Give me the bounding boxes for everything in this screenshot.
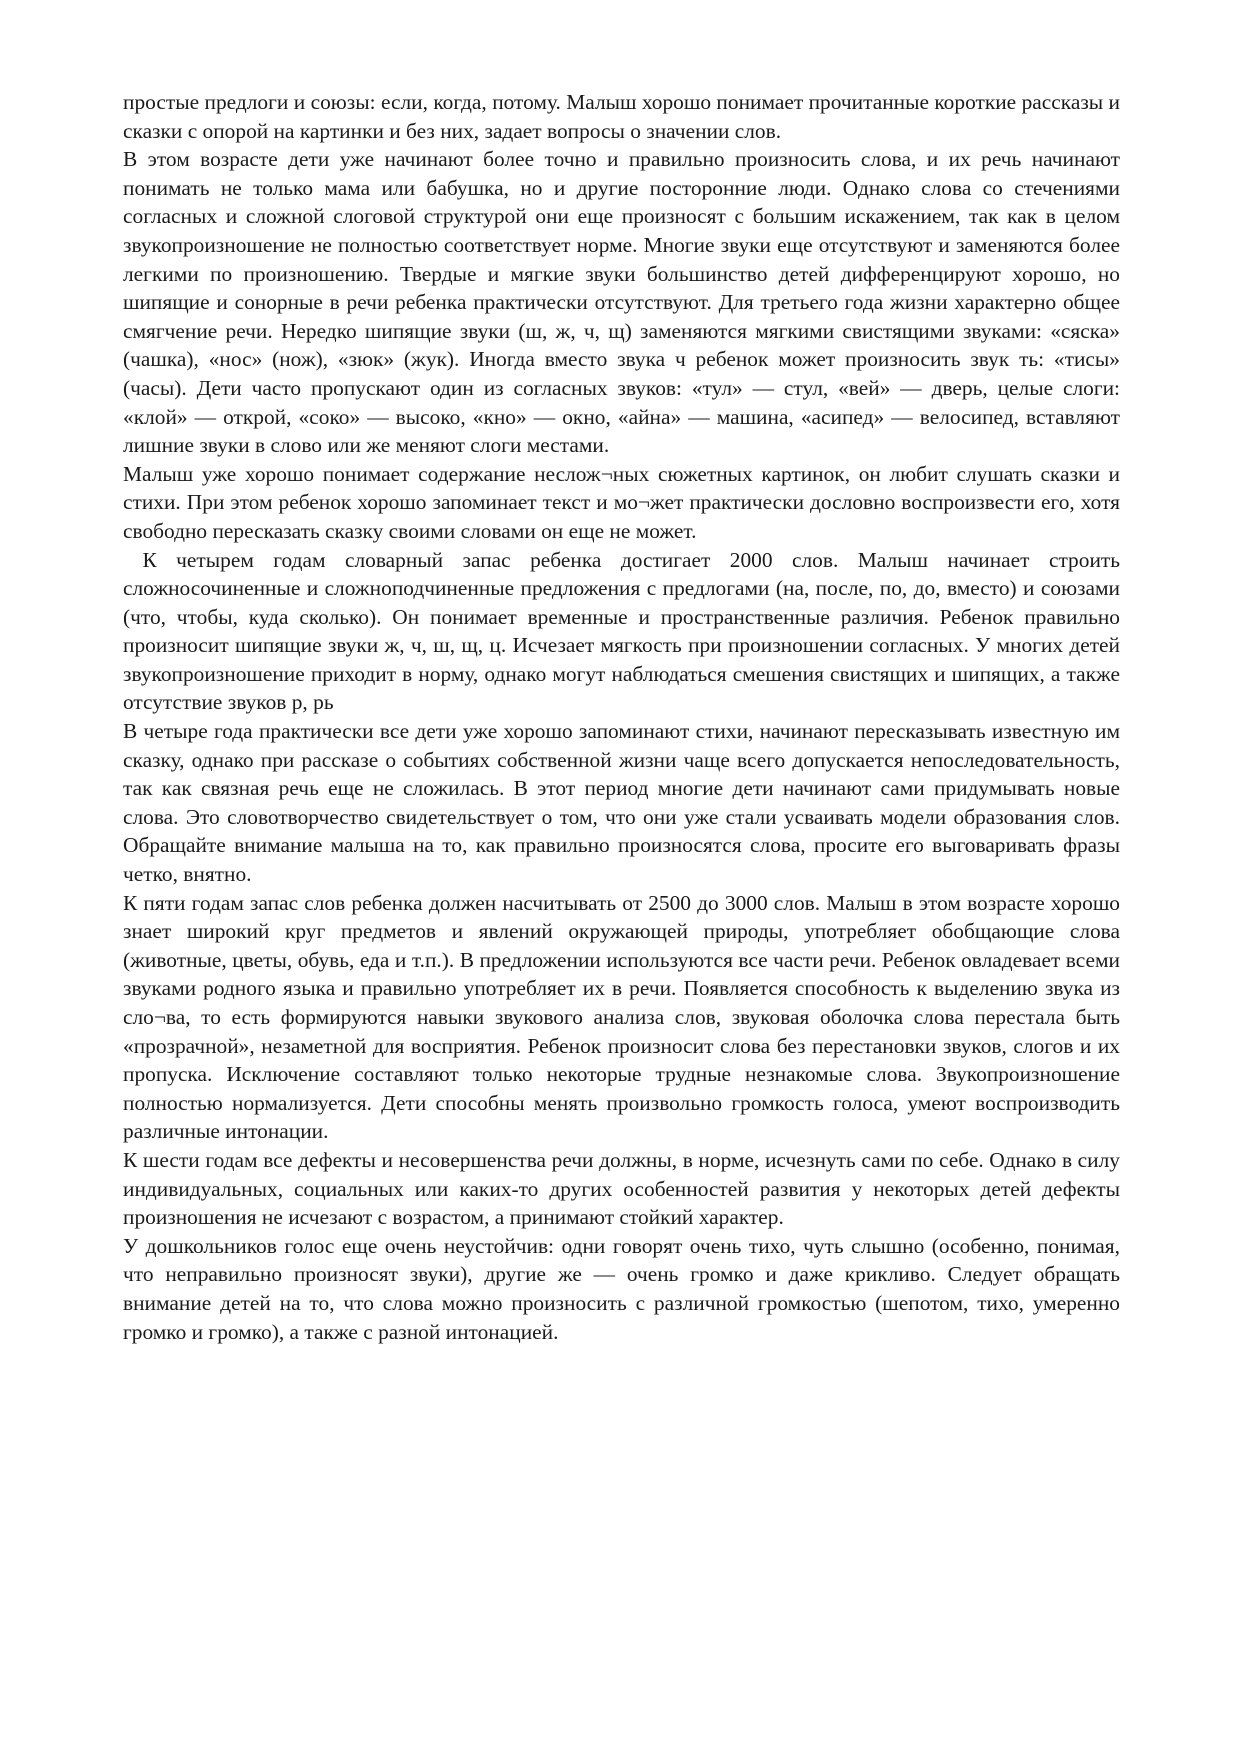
paragraph-1: простые предлоги и союзы: если, когда, потому. Малыш хорошо понимает прочитанные короткие рассказы и сказки с опорой на картинки и без них, задает вопросы о значении слов. [123,90,1120,143]
paragraph-6: К пяти годам запас слов ребенка должен насчитывать от 2500 до 3000 слов. Малыш в этом возрасте хорошо знает широкий круг предметов и явлений окружающей природы, употребляет обобщающие слова (животные, цветы, обувь, еда и т.п.). В предложении используются все части речи. Ребенок овладевает всеми звуками родного языка и правильно употребляет их в речи. Появляется способность к выделению звука из сло¬ва, то есть формируются навыки звукового анализа слов, звуковая оболочка слова перестала быть «прозрачной», незаметной для восприятия. Ребенок произносит слова без перестановки звуков, слогов и их пропуска. Исключение составляют только некоторые трудные незнакомые слова. Звукопроизношение полностью нормализуется. Дети способны менять произвольно громкость голоса, умеют воспроизводить различные интонации. [123,890,1120,1144]
paragraph-8: У дошкольников голос еще очень неустойчив: одни говорят очень тихо, чуть слышно (особенно, понимая, что неправильно произносят звуки), другие же — очень громко и даже крикливо. Следует обращать внимание детей на то, что слова можно произносить с различной громкостью (шепотом, тихо, умеренно громко и громко), а также с разной интонацией. [123,1233,1120,1344]
document-page [123,88,1126,1346]
paragraph-4: К четырем годам словарный запас ребенка достигает 2000 слов. Малыш начинает строить сложносочиненные и сложноподчиненные предложения с предлогами (на, после, по, до, вместо) и союзами (что, чтобы, куда сколько). Он понимает временные и пространственные различия. Ребенок правильно произносит шипящие звуки ж, ч, ш, щ, ц. Исчезает мягкость при произношении согласных. У многих детей звукопроизношение приходит в норму, однако могут наблюдаться смешения свистящих и шипящих, а также отсутствие звуков р, рь [123,547,1126,715]
paragraph-5: В четыре года практически все дети уже хорошо запоминают стихи, начинают пересказывать известную им сказку, однако при рассказе о событиях собственной жизни чаще всего допускается непоследовательность, так как связная речь еще не сложилась. В этот период многие дети начинают сами придумывать новые слова. Это словотворчество свидетельствует о том, что они уже стали усваивать модели образования слов. Обращайте внимание малыша на то, как правильно произносятся слова, просите его выговаривать фразы четко, внятно. [123,719,1120,887]
paragraph-2: В этом возрасте дети уже начинают более точно и правильно произносить слова, и их речь начинают понимать не только мама или бабушка, но и другие посторонние люди. Однако слова со стечениями согласных и сложной слоговой структурой они еще произносят с большим искажением, так как в целом звукопроизношение не полностью соответствует норме. Многие звуки еще отсутствуют и заменяются более легкими по произношению. Твердые и мягкие звуки большинство детей дифференцируют хорошо, но шипящие и сонорные в речи ребенка практически отсутствуют. Для третьего года жизни характерно общее смягчение речи. Нередко шипящие звуки (ш, ж, ч, щ) заменяются мягкими свистящими звуками: «сяска» (чашка), «нос» (нож), «зюк» (жук). Иногда вместо звука ч ребенок может произносить звук ть: «тисы» (часы). Дети часто пропускают один из согласных звуков: «тул» — стул, «вей» — дверь, целые слоги: «клой» — открой, «соко» — высоко, «кно» — окно, «айна» — машина, «асипед» — велосипед, вставляют лишние звуки в слово или же меняют слоги местами. [123,147,1120,458]
paragraph-3: Малыш уже хорошо понимает содержание неслож¬ных сюжетных картинок, он любит слушать сказки и стихи. При этом ребенок хорошо запоминает текст и мо¬жет практически дословно воспроизвести его, хотя свободно пересказать сказку своими словами он еще не может. [123,461,1120,543]
paragraph-7: К шести годам все дефекты и несовершенства речи должны, в норме, исчезнуть сами по себе. Однако в силу индивидуальных, социальных или каких-то других особенностей развития у некоторых детей дефекты произношения не исчезают с возрастом, а принимают стойкий характер. [123,1147,1120,1230]
